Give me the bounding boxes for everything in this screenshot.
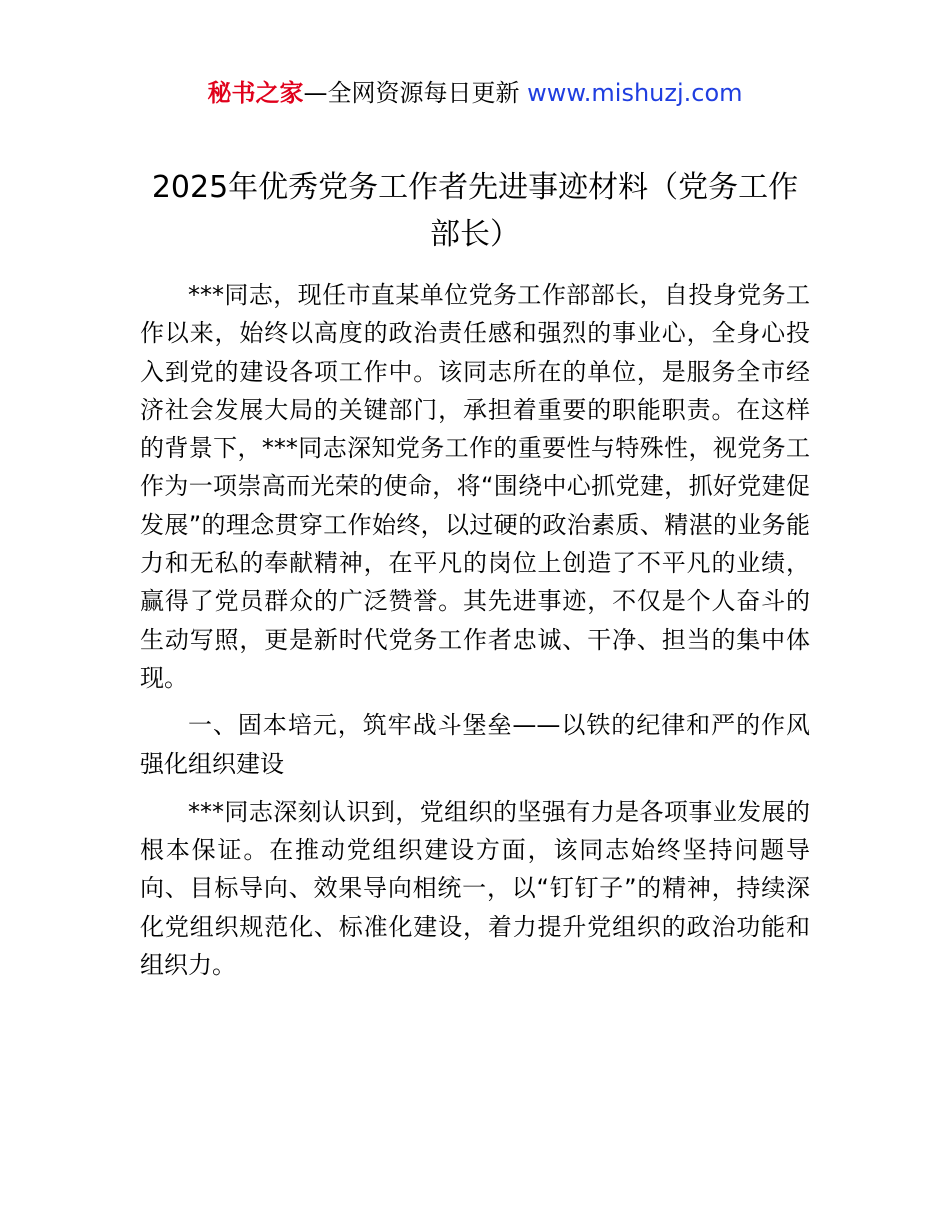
section-heading-1: 一、固本培元，筑牢战斗堡垒——以铁的纪律和严的作风强化组织建设 [140,711,810,778]
site-tagline: —全网资源每日更新 [303,79,528,107]
paragraph-section-1: ***同志深刻认识到，党组织的坚强有力是各项事业发展的根本保证。在推动党组织建设方面，该同志始终坚持问题导向、目标导向、效果导向相统一，以“钉钉子”的精神，持续深化党组织规范化、标准化建设，着力提升党组织的政治功能和组织力。 [140,797,810,980]
document-title: 2025年优秀党务工作者先进事迹材料（党务工作部长） [151,170,799,252]
document-body [140,276,810,984]
site-url-link[interactable]: www.mishuzj.com [527,79,743,107]
paragraph-intro: ***同志，现任市直某单位党务工作部部长，自投身党务工作以来，始终以高度的政治责任感和强烈的事业心，全身心投入到党的建设各项工作中。该同志所在的单位，是服务全市经济社会发展大局的关键部门，承担着重要的职能职责。在这样的背景下，***同志深知党务工作的重要性与特殊性，视党务工作为一项崇高而光荣的使命，将“围绕中心抓党建，抓好党建促发展”的理念贯穿工作始终，以过硬的政治素质、精湛的业务能力和无私的奉献精神，在平凡的岗位上创造了不平凡的业绩，赢得了党员群众的广泛赞誉。其先进事迹，不仅是个人奋斗的生动写照，更是新时代党务工作者忠诚、干净、担当的集中体现。 [140,281,810,692]
site-header [0,76,950,110]
site-name: 秘书之家 [207,79,304,107]
